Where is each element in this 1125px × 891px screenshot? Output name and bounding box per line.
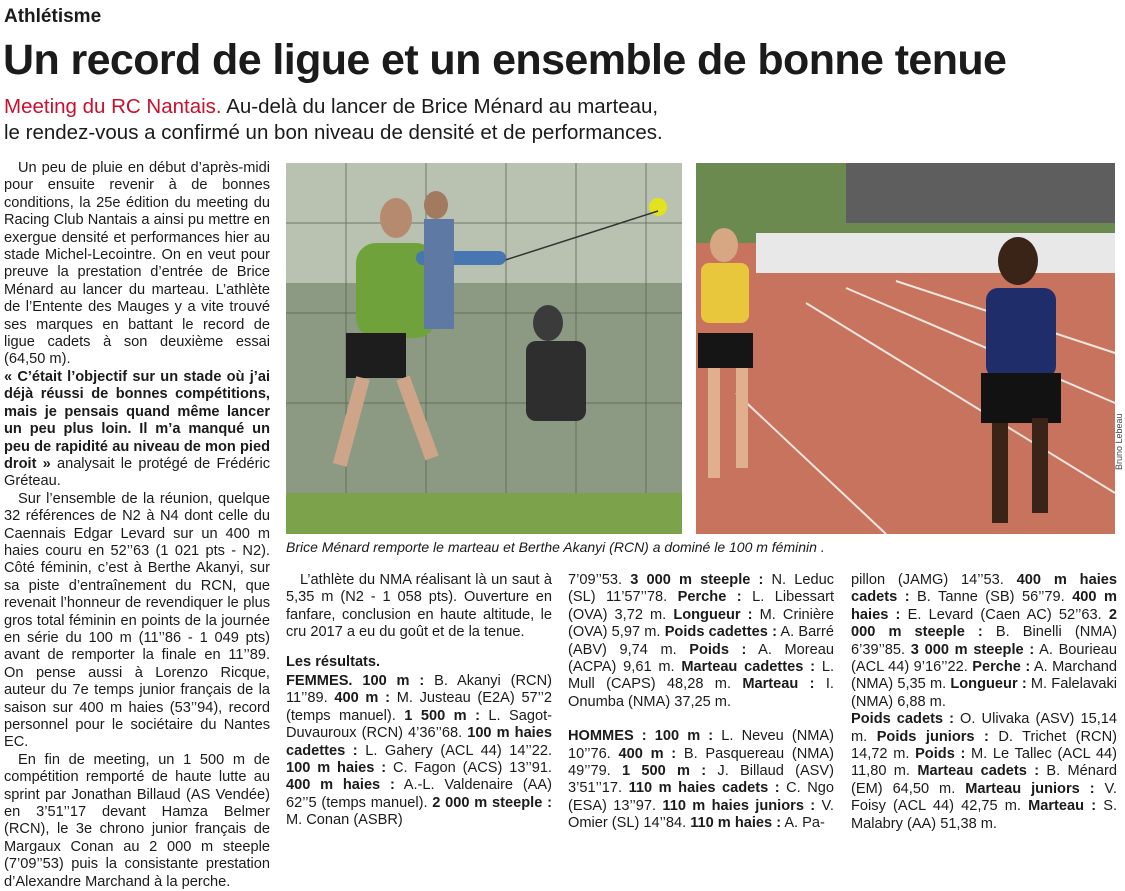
article-column-3 [568,572,834,833]
hammer-throw-illustration [286,163,682,534]
results-women-cont: 7’09’’53. 3 000 m steeple : N. Leduc (SL) 11’57’’78. Perche : L. Libessart (OVA) 3,72 m. Longueur : M. Crinière (OVA) 5,97 m. Poids cadettes : A. Barré (ABV) 9,74 m. Poids : A. Moreau (ACPA) 9,61 m. Marteau cadettes : L. Mull (CAPS) 48,28 m. Marteau : I. Onumba (NMA) 37,25 m. [568,572,835,710]
standfirst-line1: Au-delà du lancer de Brice Ménard au marteau, [221,95,659,118]
standfirst [4,94,1104,146]
results-men-cont: pillon (JAMG) 14’’53. 400 m haies cadets : B. Tanne (SB) 56’’79. 400 m haies : E. Levard (Caen AC) 52’’63. 2 000 m steeple : B. Binelli (NMA) 6’39’’85. 3 000 m steeple : A. Bourieau (ACL 44) 9’16’’22. Perche : A. Marchand (NMA) 5,35 m. Longueur : M. Falelavaki (NMA) 6,88 m. [851,572,1117,710]
photo-credit: Bruno Lebeau [1114,413,1124,470]
hammer-throw-photo [286,163,682,534]
body-paragraph: En fin de meeting, un 1 500 m de compétition remporté de haute lutte au sprint par Jonathan Billaud (AS Vendée) en 3’51’’17 devant Hamza Belmer (RCN), le 3e chrono junior français de Margaux Conan au 2 000 m steeple (7’09’’53) puis la consistante prestation d’Alexandre Marchand à la perche. [4,751,270,890]
quote: « C’était l’objectif sur un stade où j’ai déjà réussi de bonnes compétitions, mais je pensais quand même lancer un peu plus loin. Il m’a manqué un peu de rapidité au niveau de mon pied droit » [4,368,270,472]
body-paragraph: L’athlète du NMA réalisant là un saut à 5,35 m (N2 - 1 058 pts). Ouverture en fanfare, conclusion en haute altitude, le cru 2017 a eu du goût et de la tenue. [286,572,552,641]
standfirst-line2: le rendez-vous a confirmé un bon niveau de densité et de performances. [4,121,663,144]
results-title: Les résultats. [286,653,381,670]
article-column-1 [4,160,270,891]
body-paragraph: Un peu de pluie en début d’après-midi pour ensuite revenir à de bonnes conditions, la 25e édition du meeting du Racing Club Nantais a ainsi pu mettre en exergue densité et performances hier au stade Michel-Lecointre. On en veut pour preuve la prestation d’entrée de Brice Ménard au lancer du marteau. L’athlète de l’Entente des Mauges y a vite trouvé ses marques en battant le record de ligue cadets à son deuxième essai (64,50 m). « C’était l’objectif sur un stade où j’ai déjà réussi de bonnes compétitions, mais je pensais quand même lancer un peu plus loin. Il m’a manqué un peu de rapidité au niveau de mon pied droit » analysait le protégé de Frédéric Gréteau. [4,160,270,490]
results-women: FEMMES. 100 m : B. Akanyi (RCN) 11’’89. 400 m : M. Justeau (E2A) 57’’2 (temps manuel). 1 500 m : L. Sagot-Duvauroux (RCN) 4’36’’68. 100 m haies cadettes : L. Gahery (ACL 44) 14’’22. 100 m haies : C. Fagon (ACS) 13’’91. 400 m haies : A.-L. Valdenaire (AA) 62’’5 (temps manuel). 2 000 m steeple : M. Conan (ASBR) [286,673,553,829]
headline: Un record de ligue et un ensemble de bonne tenue [3,36,1007,84]
sprint-illustration [696,163,1115,534]
standfirst-kicker: Meeting du RC Nantais. [4,95,222,118]
photo-caption: Brice Ménard remporte le marteau et Berthe Akanyi (RCN) a dominé le 100 m féminin . [286,539,825,555]
section-rubric: Athlétisme [4,6,102,27]
body-paragraph: Sur l’ensemble de la réunion, quelque 32 références de N2 à N4 dont celle du Caennais Edgar Levard sur un 400 m haies couru en 52’’63 (1 021 pts - N2). Côté féminin, c’est à Berthe Akanyi, sur sa piste d’entraînement du RCN, que revenait l’honneur de revendiquer le plus gros total féminin en points de la journée en série du 100 m (11’’86 - 1 049 pts) avant de remporter la finale en 11’’89. On pense aussi à Lorenzo Ricque, auteur du 7e temps junior français de la saison sur 400 m haies (53’’94), record personnel pour le sociétaire du Nantes EC. [4,490,270,751]
results-men: HOMMES : 100 m : L. Neveu (NMA) 10’’76. 400 m : B. Pasquereau (NMA) 49’’79. 1 500 m : J. Billaud (ASV) 3’51’’17. 110 m haies cadets : C. Ngo (ESA) 13’’97. 110 m haies juniors : V. Omier (SL) 14’’84. 110 m haies : A. Pa- [568,728,835,832]
results-men-throws: Poids cadets : O. Ulivaka (ASV) 15,14 m. Poids juniors : D. Trichet (RCN) 14,72 m. Poids : M. Le Tallec (ACL 44) 11,80 m. Marteau cadets : B. Ménard (EM) 64,50 m. Marteau juniors : V. Foisy (ACL 44) 42,75 m. Marteau : S. Malabry (AA) 51,38 m. [851,711,1118,832]
article-column-2 [286,572,552,830]
sprint-photo [696,163,1115,534]
article-column-4 [851,572,1117,833]
